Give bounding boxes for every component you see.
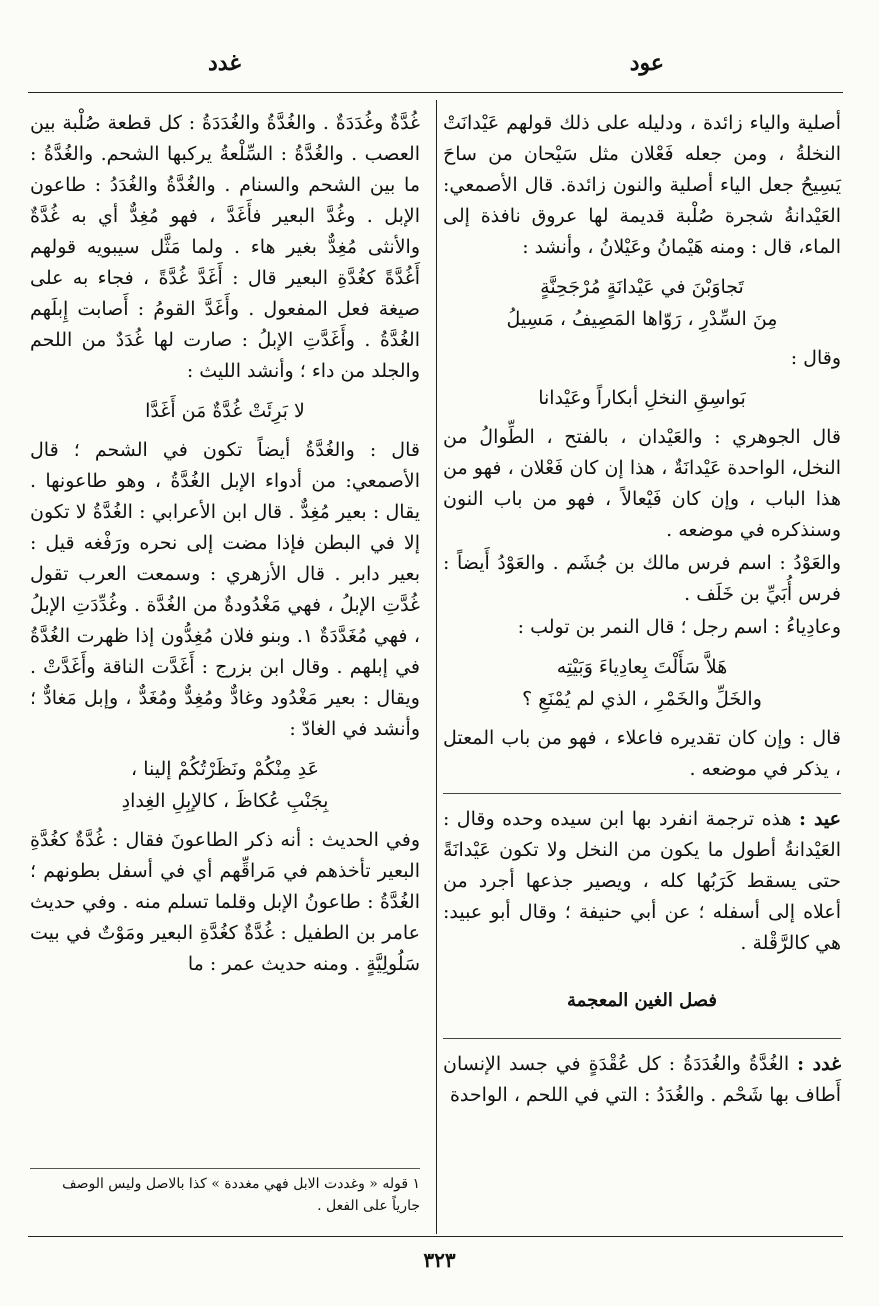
paragraph: أصلية والياء زائدة ، ودليله على ذلك قولهم عَيْدانَتْ النخلةُ ، ومن جعله فَعْلان مثل سَيْحان من ساحَ يَسِيحُ جعل الياء أصلية والنون زائدة. قال الأصمعي: العَيْدانةُ شجرة صُلْبة قديمة لها عروق نافذة إلى الماء، قال : ومنه هَيْمانُ وعَيْلانُ ، وأنشد : [443, 112, 841, 258]
poetry-verse [30, 395, 420, 427]
verse-line: بَواسِقِ النخلِ أبكاراً وعَيْدانا [538, 387, 746, 409]
verse-line: بِجَنْبِ عُكاظَ ، كالإبِلِ الغِدادِ [121, 790, 329, 812]
verse-line: مِنَ السِّدْرِ ، رَوّاها المَصِيفُ ، مَسِيلُ [506, 308, 778, 330]
verse-line: عَدِ مِنْكُمْ ونَظَرْتُكُمْ إلينا ، [131, 758, 319, 780]
paragraph: وعادِياءُ : اسم رجل ؛ قال النمر بن تولب : [517, 616, 841, 638]
entry-separator [443, 793, 841, 794]
verse-line: هَلاَّ سَأَلْتَ بِعادِياءَ وَبَيْتِه [556, 656, 728, 678]
poetry-verse [443, 382, 841, 414]
verse-line: والخَلِّ والخَمْرِ ، الذي لم يُمْنَعِ ؟ [522, 688, 762, 710]
paragraph: قال الجوهري : والعَيْدان ، بالفتح ، الطِّوالُ من النخل، الواحدة عَيْدانَةٌ ، هذا إن كان فَعْلان ، فهو من هذا الباب ، وإن كان فَيْعالاً ، فهو من باب النون وسنذكره في موضعه . [443, 426, 841, 541]
verse-line: تَجاوَبْنَ في عَيْدانَةٍ مُرْجَحِنَّةٍ [540, 276, 744, 298]
section-title: فصل الغين المعجمة [567, 990, 717, 1011]
paragraph: قال : وإن كان تقديره فاعلاء ، فهو من باب المعتل ، يذكر في موضعه . [443, 727, 841, 780]
footnote: ١ قوله « وغددت الابل فهي مغددة » كذا بالاصل وليس الوصف جارياً على الفعل . [30, 1168, 420, 1217]
dictionary-entry-ghudad [443, 1049, 841, 1111]
poetry-verse [30, 753, 420, 817]
header-entry-word-right: عود [629, 50, 664, 76]
entry-headword: عيد : [798, 808, 841, 830]
bottom-divider [28, 1236, 843, 1237]
paragraph: وفي الحديث : أنه ذكر الطاعونَ فقال : غُدَّةٌ كغُدَّةِ البعير تأخذهم في مَراقِّهم أي في أسفل بطونهم ؛ الغُدَّةُ : طاعونُ الإبل وقلما تسلم منه . وفي حديث عامر بن الطفيل : غُدَّةٌ كغُدَّةِ البعير ومَوْتٌ في بيت سَلُولِيَّةٍ . ومنه حديث عمر : ما [30, 829, 420, 975]
paragraph: قال : والغُدَّةُ أيضاً تكون في الشحم ؛ قال الأصمعي: من أدواء الإبل الغُدَّةُ ، وهو طاعونها . يقال : بعير مُغِدٌّ . قال ابن الأعرابي : الغُدَّةُ لا تكون إلا في البطن فإذا مضت إلى نحره ورَفْغه قيل : بعير دابر . قال الأزهري : وسمعت العرب تقول غُدَّتِ الإبلُ ، فهي مَغْدُودةٌ من الغُدَّة . وغُدِّدَتِ الإبلُ ، فهي مُغَدَّدَةٌ ١. وبنو فلان مُغِدُّون إذا ظهرت الغُدَّةُ في إبلهم . وقال ابن بزرج : أَغَدَّت الناقة وأَغَدَّتْ . ويقال : بعير مَغْدُود وغادٌّ ومُغِدٌّ ومُغَدٌّ ، وإبل مَغادٌّ ؛ وأنشد في الغادّ : [30, 439, 420, 740]
poetry-verse [443, 651, 841, 715]
poetry-verse [443, 271, 841, 335]
paragraph: وقال : [790, 347, 841, 369]
section-separator [443, 1038, 841, 1039]
entry-headword: غدد : [797, 1053, 842, 1075]
page-number: ٣٢٣ [423, 1248, 456, 1272]
paragraph: غُدَّةٌ وغُدَدَةٌ . والغُدَّةُ والغُدَدَةُ : كل قطعة صُلْبة بين العصب . والغُدَّةُ : السِّلْعةُ يركبها الشحم. والغُدَّةُ : ما بين الشحم والسنام . والغُدَّةُ والغُدَدُ : طاعون الإبل . وغُدَّ البعير فأَغَدَّ ، فهو مُغِدٌّ أي به غُدَّةٌ والأنثى مُغِدٌّ بغير هاء . ولما مَثَّل سيبويه قولهم أَغُدَّةً كغُدَّةِ البعير قال : أَغَدَّ غُدَّةً ، فجاء به على صيغة فعل المفعول . وأَغَدَّ القومُ : أَصابت إِبلَهم الغُدَّةُ . وأَغَدَّتِ الإبلُ : صارت لها غُدَدٌ من اللحم والجلد من داء ؛ وأنشد الليث : [30, 112, 420, 382]
left-column [30, 108, 420, 982]
verse-line: لا بَرِئَتْ غُدَّةٌ مَن أَغَدَّا [145, 400, 305, 422]
entry-text: هذه ترجمة انفرد بها ابن سيده وحده وقال : العَيْدانةُ أطول ما يكون من النخل ولا تكون عَيْدانَةً حتى يسقط كَرَبُها كله ، ويصير جذعها أجرد من أعلاه إلى أسفله ؛ عن أبي حنيفة ؛ وقال أبو عبيد: هي كالرَّقْلة . [443, 808, 841, 954]
entry-text: الغُدَّةُ والغُدَدَةُ : كل عُقْدَةٍ في جسد الإنسان أَطاف بها شَحْم . والغُدَدُ : التي في اللحم ، الواحدة [443, 1053, 841, 1106]
dictionary-entry-eid [443, 804, 841, 959]
right-column [443, 108, 841, 1113]
column-divider [436, 100, 437, 1234]
top-divider [28, 92, 843, 93]
paragraph: والعَوْدُ : اسم فرس مالك بن جُشَم . والعَوْدُ أَيضاً : فرس أُبَيِّ بن خَلَف . [443, 552, 841, 605]
header-entry-word-left: غدد [208, 50, 241, 76]
